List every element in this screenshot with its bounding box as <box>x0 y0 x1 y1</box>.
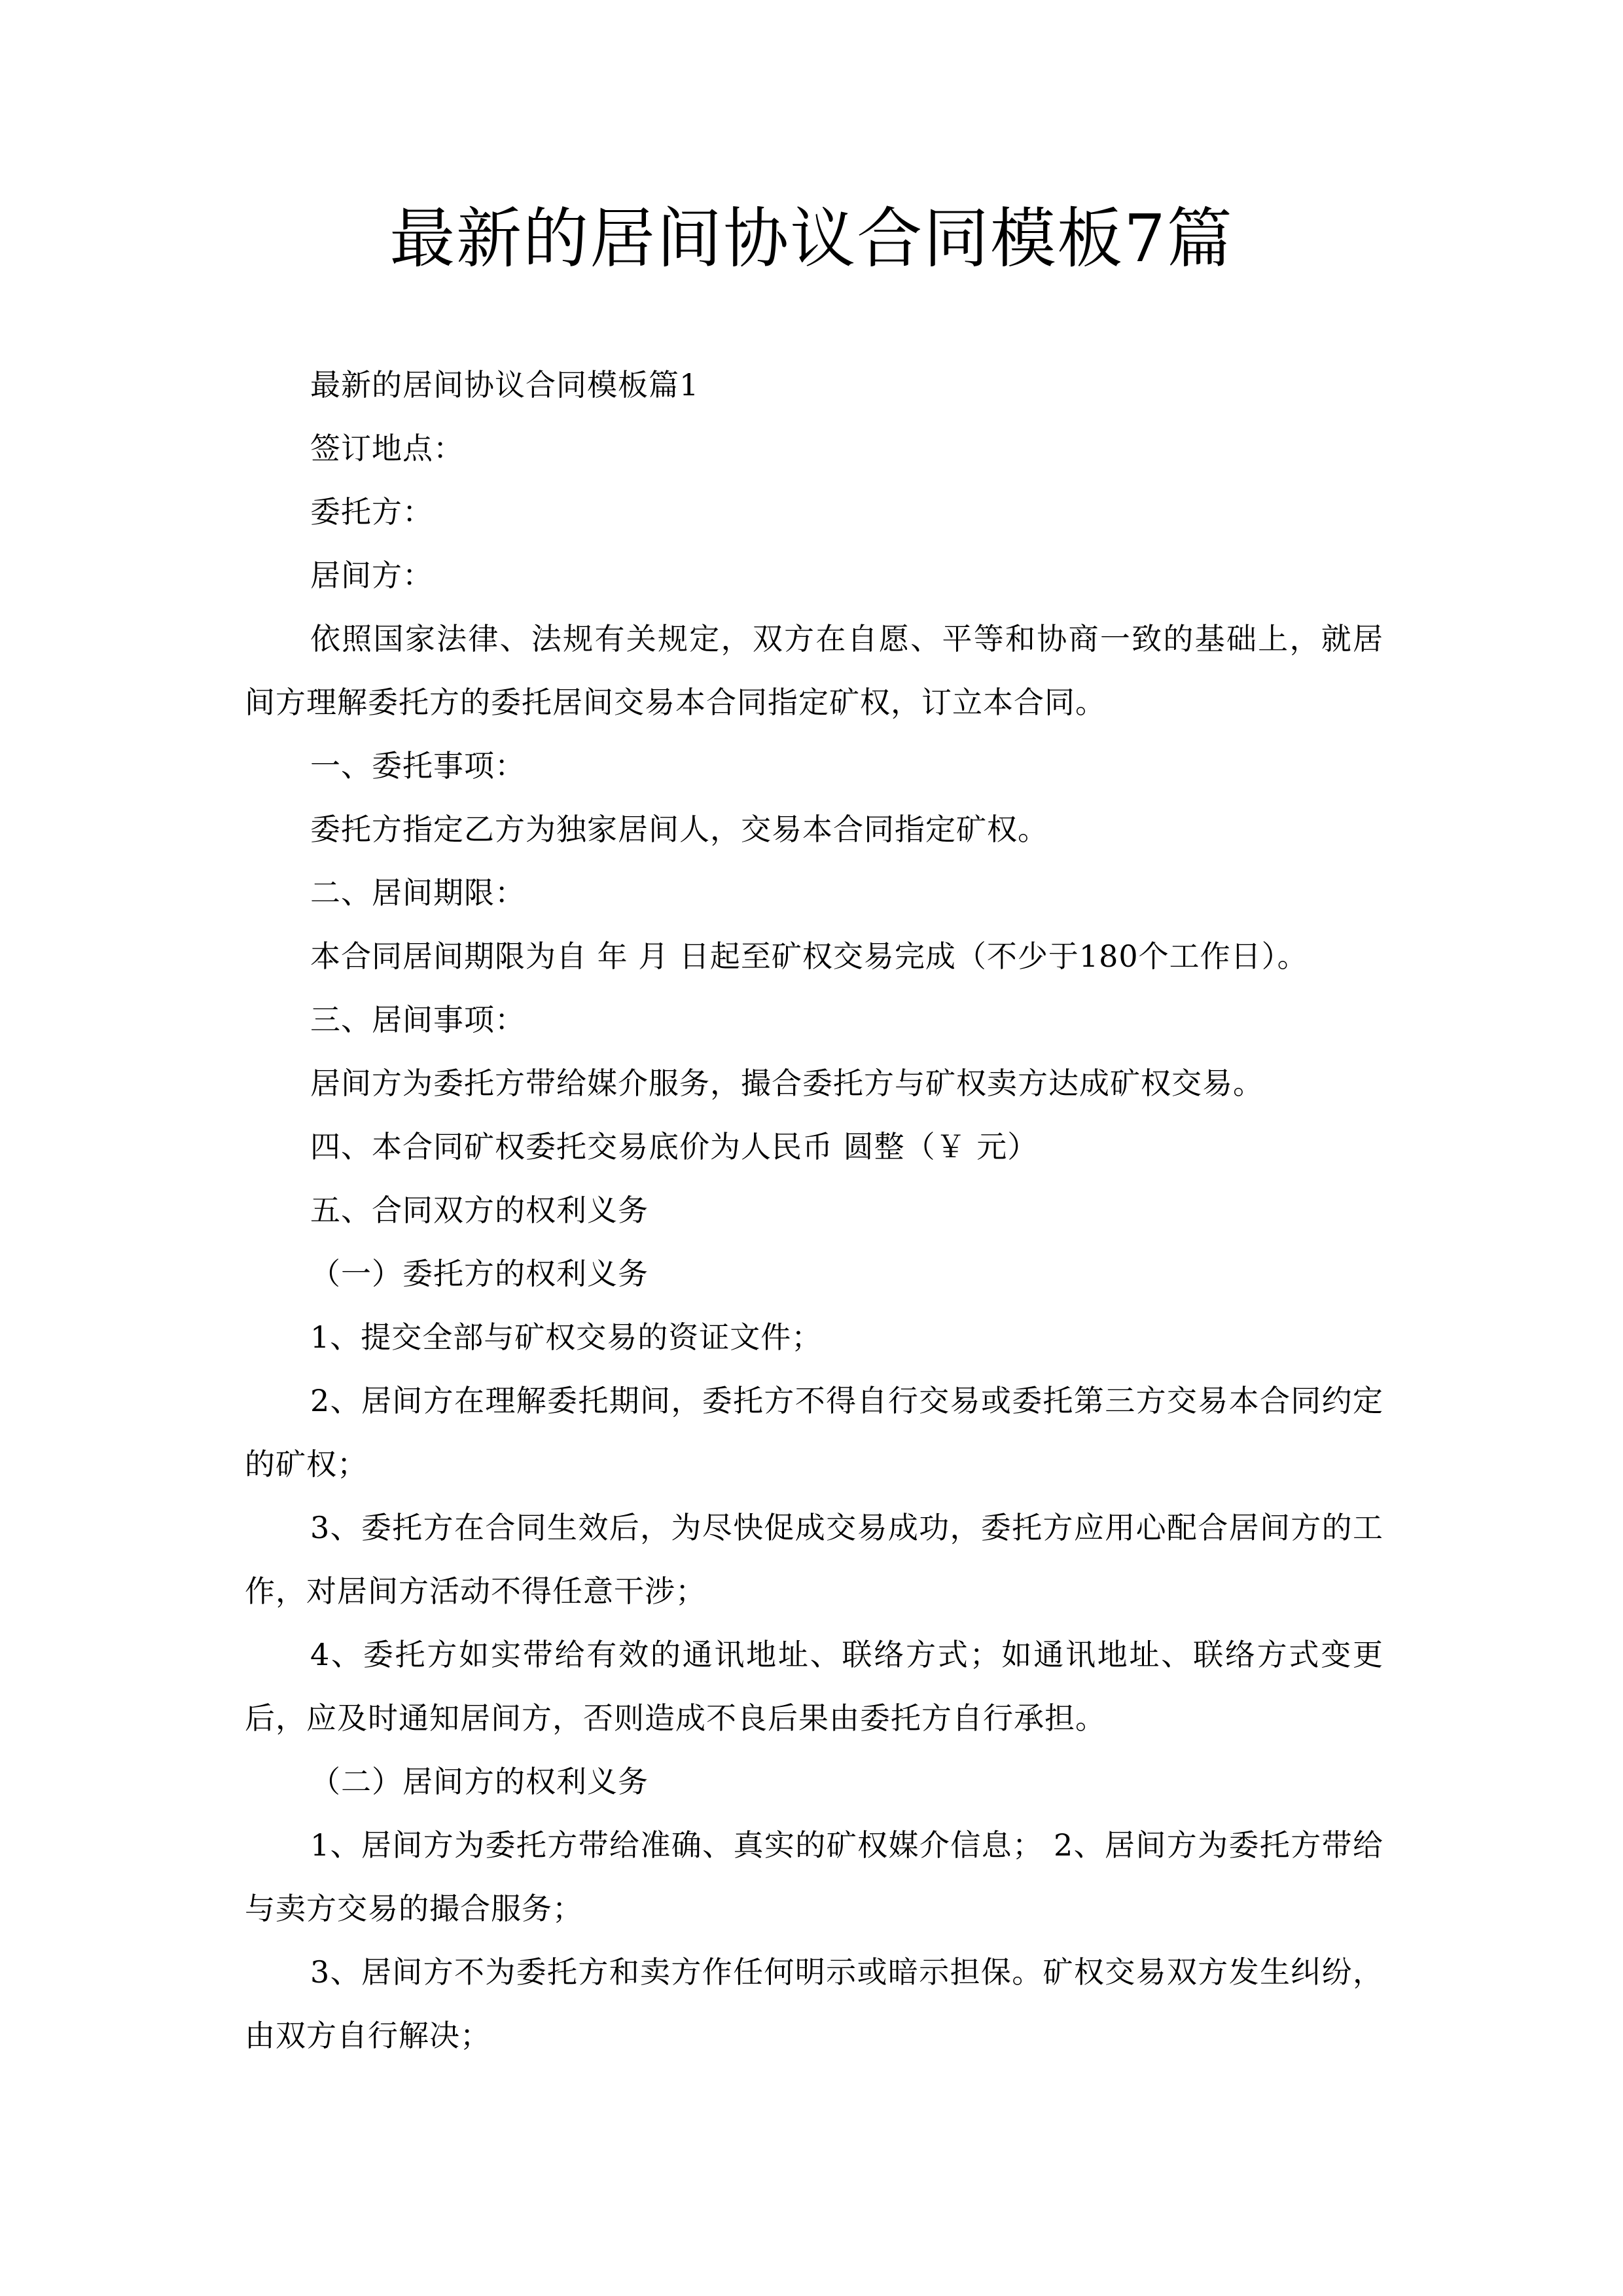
client-rights-item-4: 4、委托方如实带给有效的通讯地址、联络方式；如通讯地址、联络方式变更后，应及时通知居间方，否则造成不良后果由委托方自行承担。 <box>245 1637 1383 1736</box>
intermediary-rights-subheading: （二）居间方的权利义务 <box>310 1764 649 1799</box>
clause-1-heading: 一、委托事项： <box>310 748 526 783</box>
preamble-paragraph: 依照国家法律、法规有关规定，双方在自愿、平等和协商一致的基础上，就居间方理解委托方的委托居间交易本合同指定矿权，订立本合同。 <box>245 621 1383 720</box>
client-party-field: 委托方： <box>310 494 433 529</box>
client-rights-item-1: 1、提交全部与矿权交易的资证文件； <box>310 1319 823 1355</box>
clause-3-body: 居间方为委托方带给媒介服务，撮合委托方与矿权卖方达成矿权交易。 <box>310 1066 1264 1101</box>
clause-5-heading: 五、合同双方的权利义务 <box>310 1193 649 1228</box>
document-body <box>245 353 1383 2068</box>
clause-1-body: 委托方指定乙方为独家居间人，交易本合同指定矿权。 <box>310 812 1048 847</box>
client-rights-item-3: 3、委托方在合同生效后，为尽快促成交易成功，委托方应用心配合居间方的工作，对居间方活动不得任意干涉； <box>245 1510 1383 1609</box>
intermediary-rights-item-1-2: 1、居间方为委托方带给准确、真实的矿权媒介信息； 2、居间方为委托方带给与卖方交易的撮合服务； <box>245 1827 1383 1926</box>
clause-2-body: 本合同居间期限为自 年 月 日起至矿权交易完成（不少于180个工作日）。 <box>310 939 1308 974</box>
signing-location-field: 签订地点： <box>310 431 464 466</box>
document-title: 最新的居间协议合同模板7篇 <box>389 200 1234 277</box>
clause-2-heading: 二、居间期限： <box>310 875 526 910</box>
intermediary-rights-item-3: 3、居间方不为委托方和卖方作任何明示或暗示担保。矿权交易双方发生纠纷，由双方自行解决； <box>245 1954 1383 2053</box>
section-heading-1: 最新的居间协议合同模板篇1 <box>310 367 700 403</box>
intermediary-party-field: 居间方： <box>310 558 433 593</box>
client-rights-subheading: （一）委托方的权利义务 <box>310 1256 649 1291</box>
clause-3-heading: 三、居间事项： <box>310 1002 526 1037</box>
client-rights-item-2: 2、居间方在理解委托期间，委托方不得自行交易或委托第三方交易本合同约定的矿权； <box>245 1383 1383 1482</box>
clause-4-heading: 四、本合同矿权委托交易底价为人民币 圆整（￥ 元） <box>310 1129 1039 1164</box>
